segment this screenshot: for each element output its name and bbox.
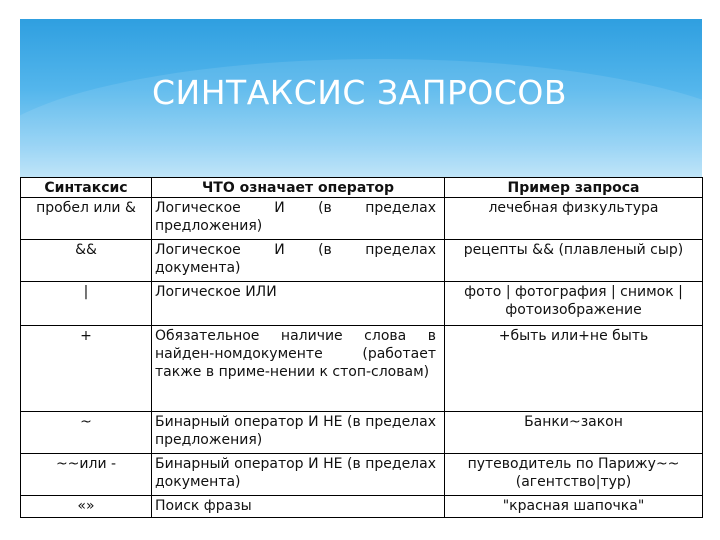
row-example: лечебная физкультура — [445, 198, 703, 240]
row-syntax: ~ — [21, 412, 152, 454]
row-example: +быть или+не быть — [445, 326, 703, 412]
table-row — [21, 282, 703, 326]
header-syntax: Синтаксис — [21, 178, 152, 198]
row-meaning: Бинарный оператор И НЕ (в пределах предложения) — [152, 412, 445, 454]
header-meaning: ЧТО означает оператор — [152, 178, 445, 198]
row-syntax: && — [21, 240, 152, 282]
syntax-table — [20, 177, 703, 518]
row-example: Банки~закон — [445, 412, 703, 454]
row-meaning: Логическое И (в пределах предложения) — [152, 198, 445, 240]
row-example: "красная шапочка" — [445, 496, 703, 518]
row-syntax: пробел или & — [21, 198, 152, 240]
row-syntax: ~~или - — [21, 454, 152, 496]
row-syntax: + — [21, 326, 152, 412]
table-row — [21, 454, 703, 496]
row-example: фото | фотография | снимок | фотоизображение — [445, 282, 703, 326]
row-meaning: Логическое ИЛИ — [152, 282, 445, 326]
page-title: СИНТАКСИС ЗАПРОСОВ — [152, 73, 568, 112]
table-row — [21, 240, 703, 282]
table-row — [21, 412, 703, 454]
table-row — [21, 496, 703, 518]
table-header-row — [21, 178, 703, 198]
row-meaning: Поиск фразы — [152, 496, 445, 518]
row-example: путеводитель по Парижу~~(агентство|тур) — [445, 454, 703, 496]
row-syntax: | — [21, 282, 152, 326]
table-row — [21, 198, 703, 240]
row-meaning: Обязательное наличие слова в найден-номдокументе (работает также в приме-нении к стоп-словам) — [152, 326, 445, 412]
row-meaning: Бинарный оператор И НЕ (в пределах документа) — [152, 454, 445, 496]
row-syntax: «» — [21, 496, 152, 518]
row-meaning: Логическое И (в пределах документа) — [152, 240, 445, 282]
table-row — [21, 326, 703, 412]
row-example: рецепты && (плавленый сыр) — [445, 240, 703, 282]
header-example: Пример запроса — [445, 178, 703, 198]
